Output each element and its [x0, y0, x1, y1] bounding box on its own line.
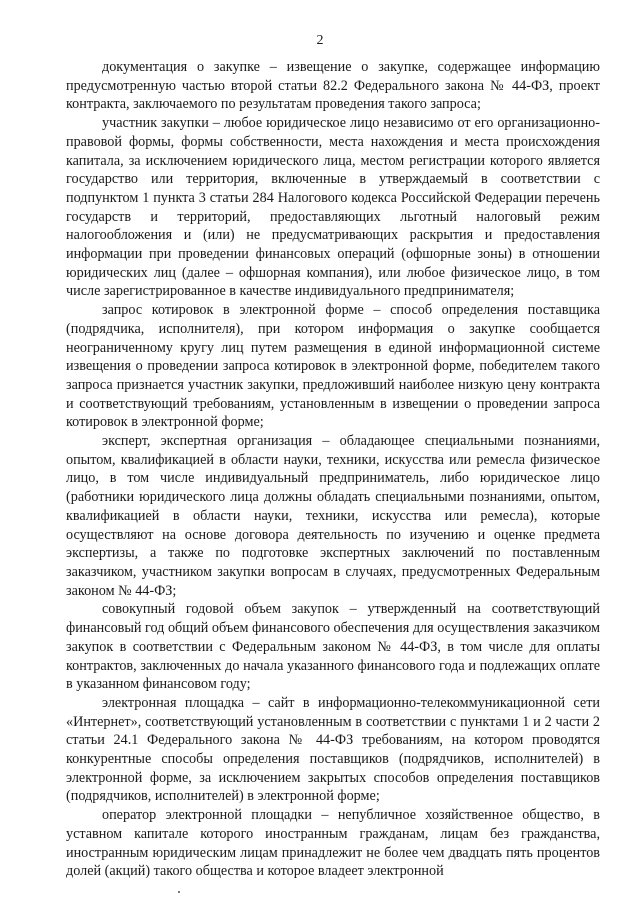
paragraph-expert-definition: эксперт, экспертная организация – обладающее специальными познаниями, опытом, квалификацией в области науки, техники, искусства или ремесла физическое лицо, в том числе индивидуальный предприниматель, либо юридическое лицо (работники юридического лица должны обладать специальными познаниями, опытом, квалификацией в области науки, техники, искусства или ремесла), которые осуществляют на основе договора деятельность по изучению и оценке предмета экспертизы, а также по подготовке экспертных заключений по поставленным заказчиком, участником закупки вопросам в случаях, предусмотренных Федеральным законом № 44-ФЗ;: [66, 433, 600, 599]
paragraph-platform-operator-definition: оператор электронной площадки – непубличное хозяйственное общество, в уставном капитале которого иностранным гражданам, лицам без гражданства, иностранным юридическим лицам принадлежит не более чем двадцать пять процентов долей (акций) такого общества и которое владеет электронной: [66, 807, 600, 880]
page-number: 2: [316, 33, 324, 48]
document-body: [66, 58, 600, 881]
scan-speck: [178, 891, 180, 893]
paragraph-participant-definition: участник закупки – любое юридическое лицо независимо от его организационно-правовой формы, формы собственности, места нахождения и места происхождения капитала, за исключением юридического лица, местом регистрации которого является государство или территория, включенные в утверждаемый в соответствии с подпунктом 1 пункта 3 статьи 284 Налогового кодекса Российской Федерации перечень государств и территорий, предоставляющих льготный налоговый режим налогообложения и (или) не предусматривающих раскрытия и предоставления информации при проведении финансовых операций (офшорные зоны) в отношении юридических лиц (далее – офшорная компания), или любое физическое лицо, в том числе зарегистрированное в качестве индивидуального предпринимателя;: [66, 115, 600, 300]
paragraph-documentation-definition: документация о закупке – извещение о закупке, содержащее информацию предусмотренную частью второй статьи 82.2 Федерального закона № 44-ФЗ, проект контракта, заключаемого по результатам проведения такого запроса;: [66, 59, 600, 113]
paragraph-electronic-platform-definition: электронная площадка – сайт в информационно-телекоммуникационной сети «Интернет», соответствующий установленным в соответствии с пунктами 1 и 2 части 2 статьи 24.1 Федерального закона № 44-ФЗ требованиям, на котором проводятся конкурентные способы определения поставщиков (подрядчиков, исполнителей) в электронной форме, за исключением закрытых способов определения поставщиков (подрядчиков, исполнителей) в электронной форме;: [66, 694, 600, 805]
paragraph-annual-volume-definition: совокупный годовой объем закупок – утвержденный на соответствующий финансовый год общий объем финансового обеспечения для осуществления заказчиком закупок в соответствии с Федеральным законом № 44-ФЗ, в том числе для оплаты контрактов, заключенных до начала указанного финансового года и подлежащих оплате в указанном финансовом году;: [66, 601, 600, 693]
paragraph-quotation-request-definition: запрос котировок в электронной форме – способ определения поставщика (подрядчика, исполнителя), при котором информация о закупке сообщается неограниченному кругу лиц путем размещения в единой информационной системе извещения о проведении запроса котировок в электронной форме, победителем такого запроса признается участник закупки, предложивший наиболее низкую цену контракта и соответствующий требованиям, установленным в извещении о проведении запроса котировок в электронной форме;: [66, 302, 600, 431]
